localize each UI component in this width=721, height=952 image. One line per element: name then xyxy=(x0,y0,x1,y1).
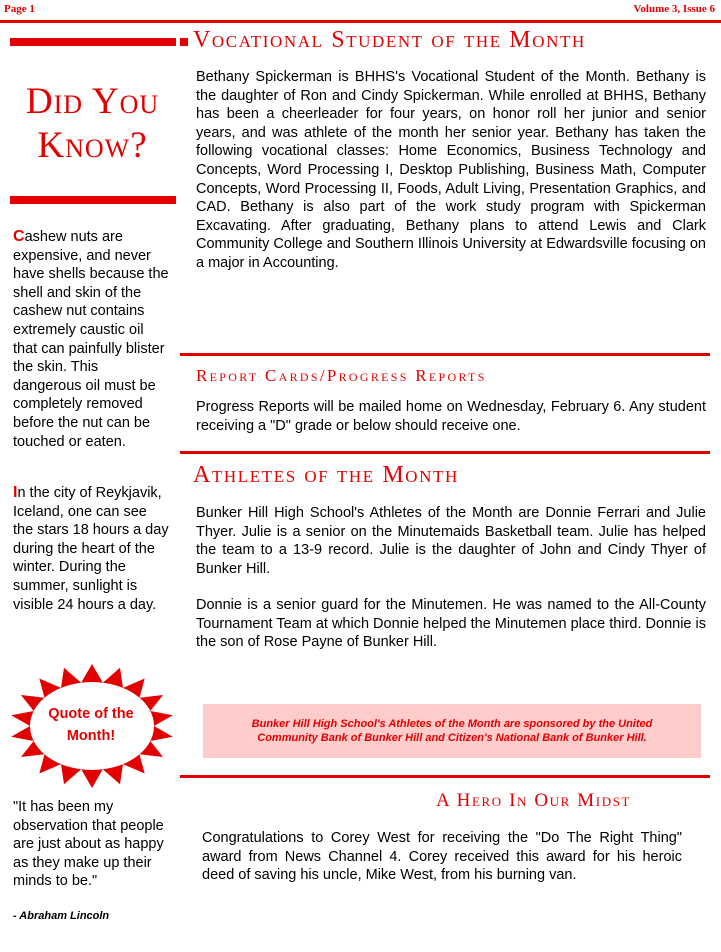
title-line-2: Know? xyxy=(37,125,148,166)
quote-badge-label xyxy=(24,703,158,747)
fact-cashew xyxy=(13,228,169,451)
quote-badge-line-2: Month! xyxy=(66,728,116,744)
fact-text: ashew nuts are expensive, and never have shells because the shell and skin of the cashew nut contains extremely caustic oil that can painfully blister the skin. This dangerous oil must be completely removed before the nut can be touched or eaten. xyxy=(13,229,169,450)
report-cards-heading: Report Cards/Progress Reports xyxy=(196,366,487,385)
athletes-heading: Athletes of the Month xyxy=(193,462,459,488)
athletes-body-1: Bunker Hill High School's Athletes of the Month are Donnie Ferrari and Julie Thyer. Julie is a senior on the Minutemaids Basketball team. Julie has helped the team to a 13-9 record. Julie is the daughter of John and Cindy Thyer of Bunker Hill. xyxy=(196,505,706,577)
section-divider xyxy=(180,775,710,778)
section-divider xyxy=(180,353,710,356)
quote-text: "It has been my observation that people are just about as happy as they make up their minds to be." xyxy=(13,799,164,890)
title-line-1: Did You xyxy=(25,81,160,122)
sidebar-bottom-bar xyxy=(10,196,176,204)
vocational-body: Bethany Spickerman is BHHS's Vocational Student of the Month. Bethany is the daughter of Ron and Cindy Spickerman. While enrolled at BHHS, Bethany has been a cheerleader for four years, on honor roll her junior and senior years, and was athlete of the month her senior year. Bethany has taken the following vocational classes: Home Economics, Business Technology and Concepts, Word Processing I, Desktop Publishing, Business Math, Computer Concepts, Word Processing II, Foods, Adult Living, Presentation Graphics, and CAD. Bethany is also part of the work study program with Spickerman Excavating. After graduating, Bethany plans to attend Lewis and Clark Community College and Southern Illinois University at Edwardsville focusing on a major in Accounting. xyxy=(196,69,706,271)
header-rule xyxy=(0,20,721,23)
hero-heading: A Hero In Our Midst xyxy=(436,790,632,811)
fact-reykjavik xyxy=(13,484,169,614)
page-header xyxy=(0,0,721,22)
sponsor-note: Bunker Hill High School's Athletes of the Month are sponsored by the United Community Bank of Bunker Hill and Citizen's National Bank of Bunker Hill. xyxy=(203,704,701,758)
vocational-heading: Vocational Student of the Month xyxy=(193,27,586,53)
page-number: Page 1 xyxy=(4,3,35,15)
heading-marker xyxy=(180,38,188,46)
hero-body: Congratulations to Corey West for receiving the "Do The Right Thing" award from News Channel 4. Corey received this award for his heroic deed of saving his uncle, Mike West, from his burning van. xyxy=(202,830,682,884)
report-cards-body: Progress Reports will be mailed home on Wednesday, February 6. Any student receiving a "D" grade or below should receive one. xyxy=(196,399,706,434)
section-divider xyxy=(180,451,710,454)
did-you-know-title xyxy=(10,80,175,168)
drop-cap: I xyxy=(13,484,18,501)
quote-badge-line-1: Quote of the xyxy=(48,706,134,722)
quote-author: - Abraham Lincoln xyxy=(13,910,110,922)
fact-text: n the city of Reykjavik, Iceland, one can see the stars 18 hours a day during the heart of the winter. During the summer, sunlight is visible 24 hours a day. xyxy=(13,485,169,613)
drop-cap: C xyxy=(13,228,25,245)
volume-issue: Volume 3, Issue 6 xyxy=(633,3,715,15)
athletes-body-2: Donnie is a senior guard for the Minutemen. He was named to the All-County Tournament Team at which Donnie helped the Minutemen place third. Donnie is the son of Rose Payne of Bunker Hill. xyxy=(196,597,706,651)
sidebar-top-bar xyxy=(10,38,176,46)
